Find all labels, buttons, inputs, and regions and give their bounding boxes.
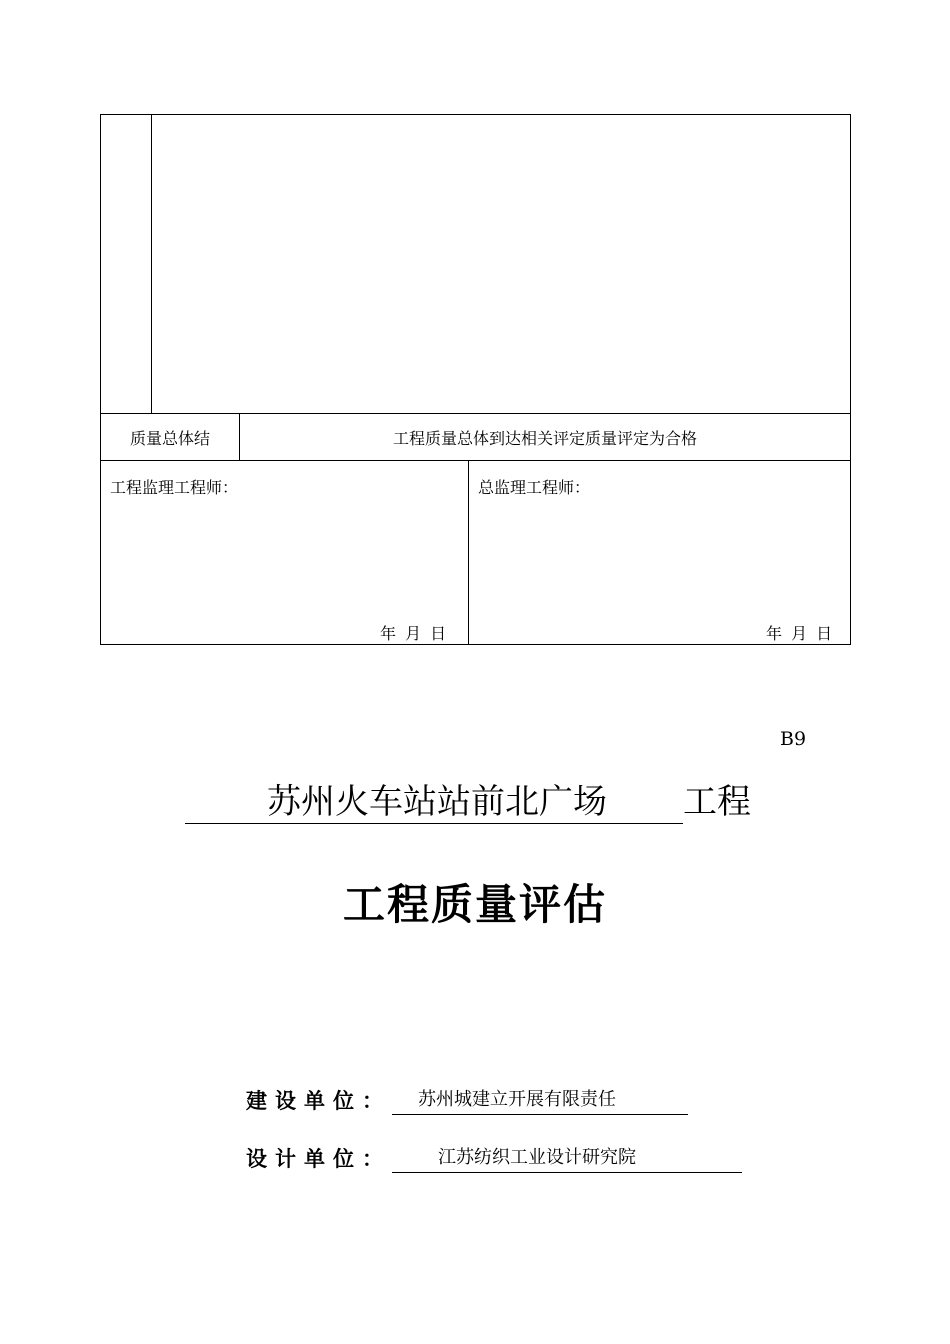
design-unit-value: 江苏纺织工业设计研究院 xyxy=(392,1143,742,1173)
conclusion-row-bottom-border xyxy=(101,460,850,461)
supervisor-date: 年 月 日 xyxy=(380,624,449,643)
evaluation-table xyxy=(100,114,851,645)
supervisor-label: 工程监理工程师： xyxy=(110,478,239,497)
conclusion-text: 工程质量总体到达相关评定质量评定为合格 xyxy=(392,428,697,448)
construction-unit-row xyxy=(246,1085,696,1117)
project-suffix: 工程 xyxy=(683,782,751,822)
construction-unit-label: 建设单位： xyxy=(246,1089,391,1113)
construction-unit-value: 苏州城建立开展有限责任 xyxy=(392,1085,688,1115)
design-unit-row xyxy=(246,1143,746,1175)
chief-supervisor-label: 总监理工程师： xyxy=(478,478,591,497)
design-unit-label: 设计单位： xyxy=(246,1147,391,1171)
signature-row-divider xyxy=(468,460,469,644)
project-name: 苏州火车站站前北广场 xyxy=(185,780,683,824)
form-code: B9 xyxy=(780,728,807,750)
document-title: 工程质量评估 xyxy=(342,880,607,929)
conclusion-label: 质量总体结 xyxy=(129,428,210,448)
narrow-column-divider xyxy=(151,115,152,414)
project-title-line xyxy=(185,780,785,826)
chief-supervisor-date: 年 月 日 xyxy=(766,624,835,643)
